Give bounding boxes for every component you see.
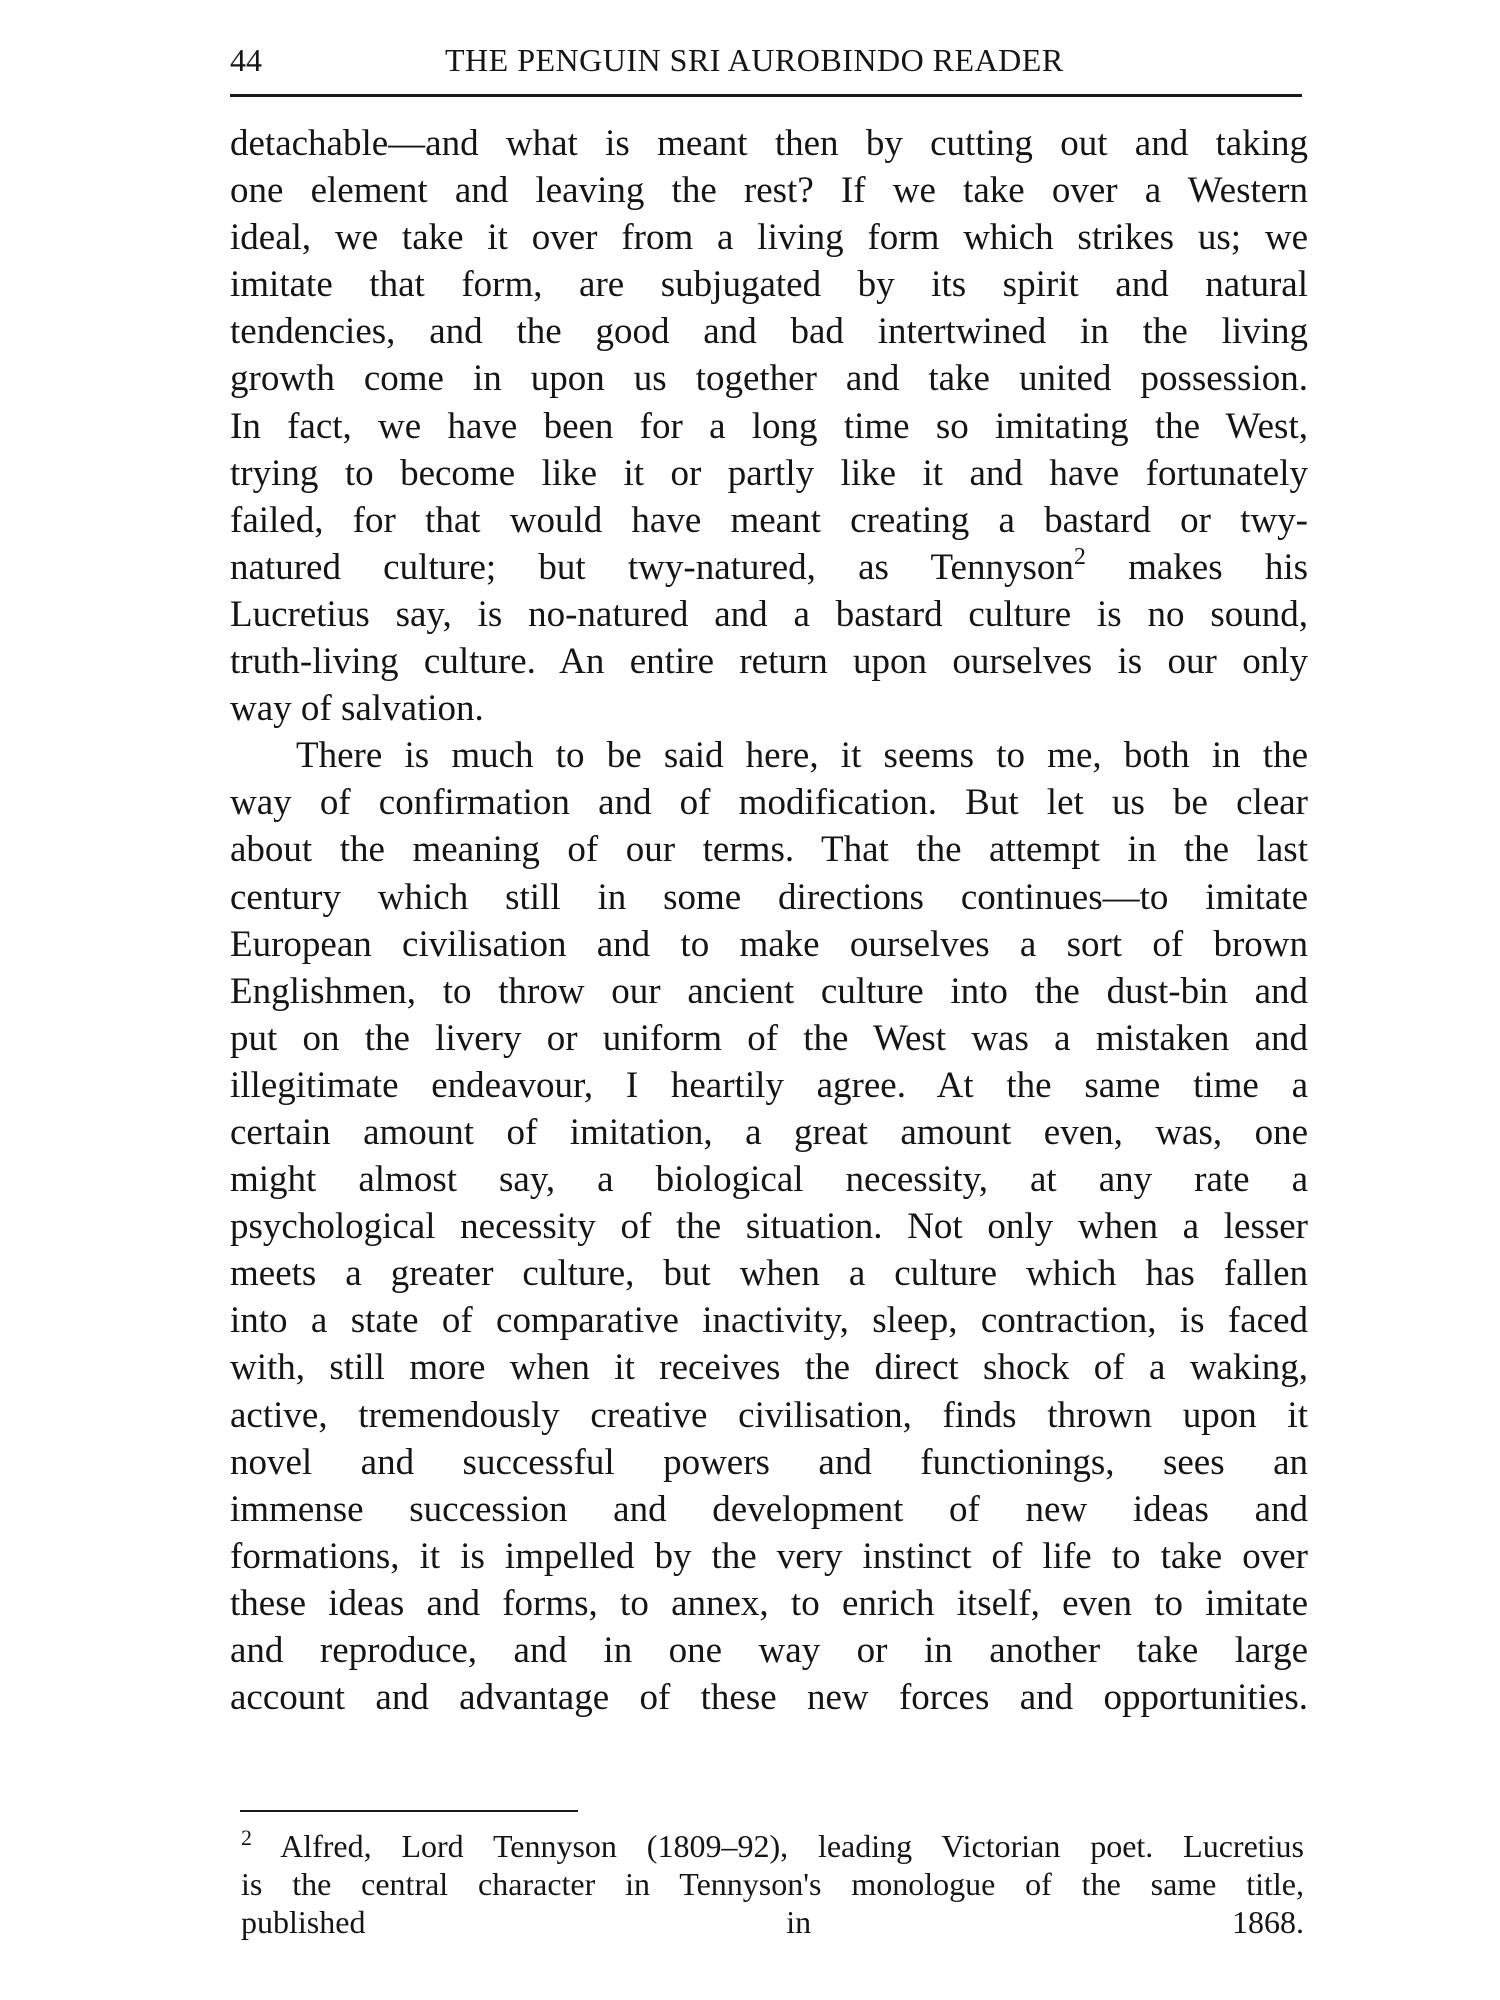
body-line: illegitimate endeavour, I heartily agree. At the same time a <box>230 1064 1308 1106</box>
body-line: certain amount of imitation, a great amount even, was, one <box>230 1111 1308 1153</box>
running-head: THE PENGUIN SRI AUROBINDO READER <box>445 42 1064 78</box>
footnote-reference[interactable]: 2 <box>1073 543 1086 570</box>
paragraph-start-line: There is much to be said here, it seems to me, both in the <box>296 735 1308 777</box>
body-line: detachable—and what is meant then by cutting out and taking <box>230 123 1308 164</box>
body-line-text: natured culture; but twy-natured, as Tennyson <box>230 546 1074 588</box>
body-line: Lucretius say, is no-natured and a bastard culture is no sound, <box>230 593 1308 635</box>
body-line-with-footnote-ref <box>230 544 1308 591</box>
footnote-text: Alfred, Lord Tennyson (1809–92), leading Victorian poet. Lucretius <box>280 1828 1304 1864</box>
body-line: formations, it is impelled by the very instinct of life to take over <box>230 1535 1308 1577</box>
page-header <box>230 38 1302 97</box>
body-line-text: makes his <box>1128 546 1309 588</box>
footnote-line: is the central character in Tennyson's monologue of the same title, <box>241 1866 1304 1902</box>
body-line: into a state of comparative inactivity, sleep, contraction, is faced <box>230 1300 1308 1342</box>
footnote-line: published in 1868. <box>241 1904 1304 1940</box>
body-line: Englishmen, to throw our ancient culture into the dust-bin and <box>230 970 1308 1012</box>
body-line: way of confirmation and of modification. But let us be clear <box>230 782 1308 824</box>
body-line: failed, for that would have meant creating a bastard or twy- <box>230 499 1308 541</box>
body-line: with, still more when it receives the direct shock of a waking, <box>230 1347 1308 1389</box>
body-line: put on the livery or uniform of the West was a mistaken and <box>230 1017 1308 1059</box>
page-number: 44 <box>230 42 262 78</box>
footnote-line <box>241 1827 1304 1865</box>
body-line: trying to become like it or partly like it and have fortunately <box>230 452 1308 494</box>
body-line: ideal, we take it over from a living form which strikes us; we <box>230 217 1308 259</box>
footnote-marker: 2 <box>241 1825 252 1850</box>
body-line: these ideas and forms, to annex, to enrich itself, even to imitate <box>230 1582 1308 1624</box>
footnote <box>241 1827 1304 1941</box>
body-line: and reproduce, and in one way or in another take large <box>230 1630 1308 1671</box>
body-line: about the meaning of our terms. That the attempt in the last <box>230 829 1308 871</box>
paragraph-end-line: way of salvation. <box>230 688 484 730</box>
body-line: psychological necessity of the situation. Not only when a lesser <box>230 1206 1308 1248</box>
body-line: European civilisation and to make ourselves a sort of brown <box>230 923 1308 965</box>
body-line: truth-living culture. An entire return upon ourselves is our only <box>230 641 1308 683</box>
body-line: novel and successful powers and functionings, sees an <box>230 1441 1308 1483</box>
body-line: imitate that form, are subjugated by its spirit and natural <box>230 264 1308 306</box>
body-line: century which still in some directions continues—to imitate <box>230 876 1308 918</box>
body-line: meets a greater culture, but when a culture which has fallen <box>230 1253 1308 1295</box>
body-line: growth come in upon us together and take united possession. <box>230 358 1308 400</box>
body-line: In fact, we have been for a long time so imitating the West, <box>230 405 1308 447</box>
body-line: might almost say, a biological necessity, at any rate a <box>230 1159 1308 1201</box>
body-line: immense succession and development of new ideas and <box>230 1488 1308 1530</box>
body-line: active, tremendously creative civilisation, finds thrown upon it <box>230 1394 1308 1436</box>
body-line: account and advantage of these new forces and opportunities. <box>230 1677 1308 1719</box>
body-line: tendencies, and the good and bad intertwined in the living <box>230 311 1308 353</box>
body-text <box>230 120 1308 1721</box>
body-line: one element and leaving the rest? If we take over a Western <box>230 170 1308 212</box>
footnote-divider <box>240 1810 578 1812</box>
